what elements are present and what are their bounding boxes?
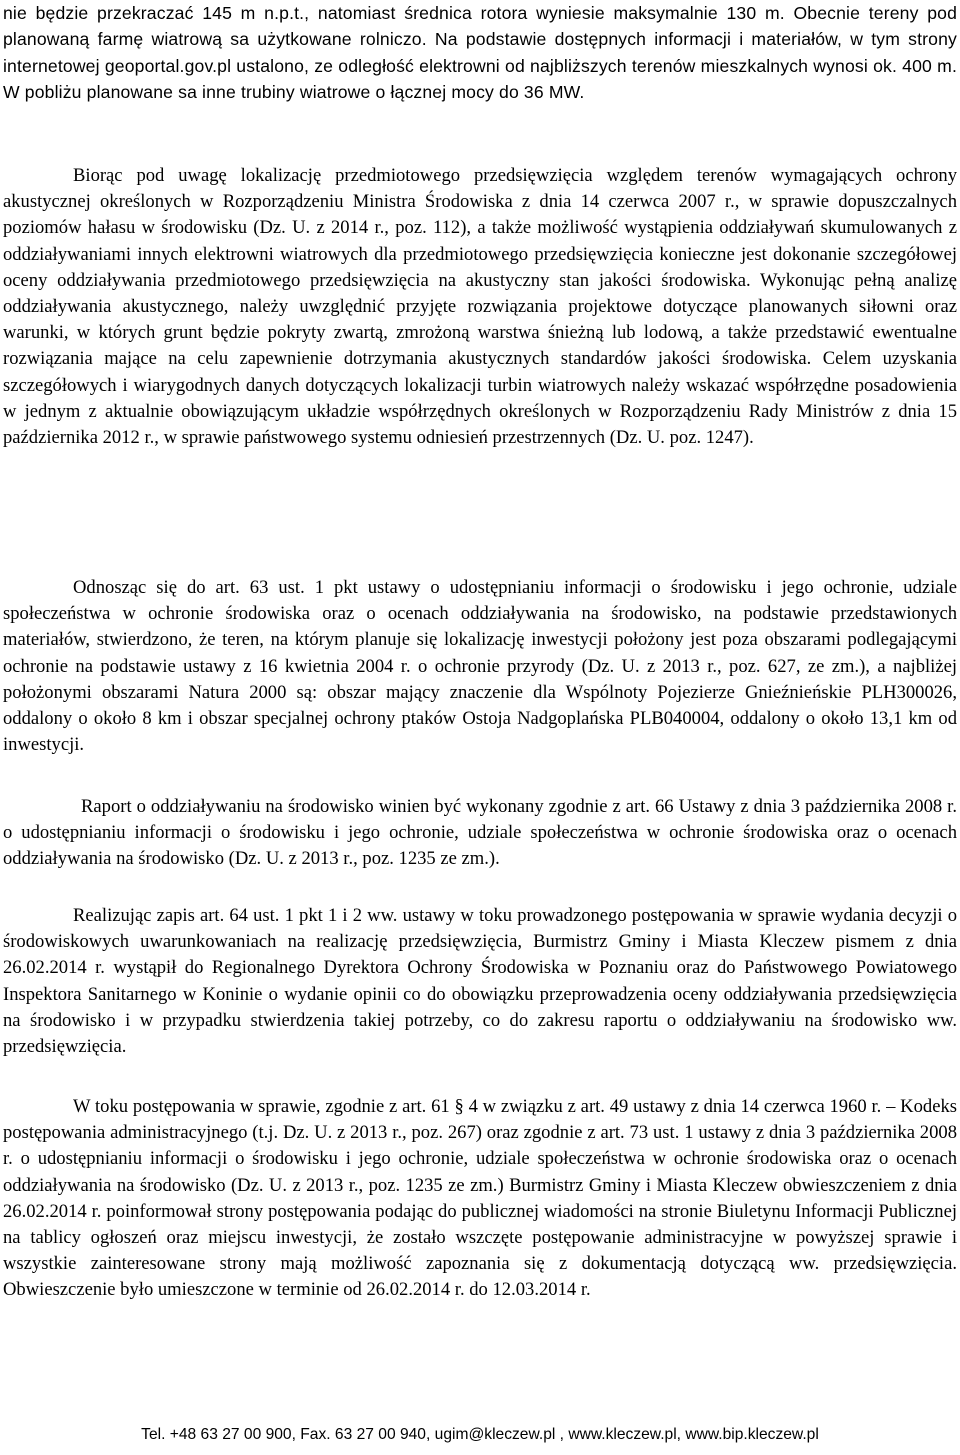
intro-paragraph	[3, 0, 957, 106]
page-footer: Tel. +48 63 27 00 900, Fax. 63 27 00 940, ugim@kleczew.pl , www.kleczew.pl, www.bip.kleczew.pl	[141, 1426, 819, 1443]
paragraph-raport: Raport o oddziaływaniu na środowisko winien być wykonany zgodnie z art. 66 Ustawy z dnia 3 października 2008 r. o udostępnianiu informacji o środowisku i jego ochronie, udziale społeczeństwa w ochronie środowiska oraz o ocenach oddziaływania na środowisko (Dz. U. z 2013 r., poz. 1235 ze zm.).	[3, 796, 957, 870]
paragraph-w-toku: W toku postępowania w sprawie, zgodnie z art. 61 § 4 w związku z art. 49 ustawy z dnia 14 czerwca 1960 r. – Kodeks postępowania administracyjnego (t.j. Dz. U. z 2013 r., poz. 267) oraz zgodnie z art. 73 ust. 1 ustawy z dnia 3 października 2008 r. o udostępnianiu informacji o środowisku i jego ochronie, udziale społeczeństwa w ochronie środowiska oraz o ocenach oddziaływania na środowisko (Dz. U. z 2013 r., poz. 1235 ze zm.) Burmistrz Gminy i Miasta Kleczew obwieszczeniem z dnia 26.02.2014 r. poinformował strony postępowania podając do publicznej wiadomości na stronie Biuletynu Informacji Publicznej na tablicy ogłoszeń oraz miejscu inwestycji, że zostało wszczęte postępowanie administracyjne w powyższej sprawie i wszystkie zainteresowane strony mają możliwość zapoznania się z dokumentacją dotyczącą ww. przedsięwzięcia. Obwieszczenie było umieszczone w terminie od 26.02.2014 r. do 12.03.2014 r.	[3, 1096, 957, 1301]
intro-text: nie będzie przekraczać 145 m n.p.t., natomiast średnica rotora wyniesie maksymalnie 130 m. Obecnie tereny pod planowaną farmę wiatrową sa użytkowane rolniczo. Na podstawie dostępnych informacji i materiałów, w tym strony internetowej geoportal.gov.pl ustalono, ze odległość elektrowni od najbliższych terenów mieszkalnych wynosi ok. 400 m.	[3, 3, 957, 76]
paragraph-realizujac: Realizując zapis art. 64 ust. 1 pkt 1 i 2 ww. ustawy w toku prowadzonego postępowania w sprawie wydania decyzji o środowiskowych uwarunkowaniach na realizację przedsięwzięcia, Burmistrz Gminy i Miasta Kleczew pismem z dnia 26.02.2014 r. wystąpił do Regionalnego Dyrektora Ochrony Środowiska w Poznaniu oraz do Państwowego Powiatowego Inspektora Sanitarnego w Koninie o wydanie opinii co do obowiązku przeprowadzenia oceny oddziaływania przedsięwzięcia na środowisko i w przypadku stwierdzenia takiej potrzeby, co do zakresu raportu o oddziaływaniu na środowisko ww. przedsięwzięcia.	[3, 905, 957, 1058]
paragraph-acoustic: Biorąc pod uwagę lokalizację przedmiotowego przedsięwzięcia względem terenów wymagających ochrony akustycznej określonych w Rozporządzeniu Ministra Środowiska z dnia 14 czerwca 2007 r., w sprawie dopuszczalnych poziomów hałasu w środowisku (Dz. U. z 2014 r., poz. 112), a także możliwość wystąpienia oddziaływań skumulowanych z oddziaływaniami innych elektrowni wiatrowych dla przedmiotowego przedsięwzięcia konieczne jest dokonanie szczegółowej oceny oddziaływania przedmiotowego przedsięwzięcia na akustyczny stan jakości środowiska. Wykonując pełną analizę oddziaływania akustycznego, należy uwzględnić przyjęte rozwiązania projektowe dotyczące planowanych siłowni oraz warunki, w których grunt będzie pokryty zwartą, zmrożoną warstwa śnieżną lub lodową, a także przedstawić ewentualne rozwiązania mające na celu zapewnienie dotrzymania akustycznych standardów jakości środowiska. Celem uzyskania szczegółowych i wiarygodnych danych dotyczących lokalizacji turbin wiatrowych należy wskazać współrzędne posadowienia w jednym z aktualnie obowiązującym układzie współrzędnych określonych w Rozporządzeniu Rady Ministrów z dnia 15 października 2012 r., w sprawie państwowego systemu odniesień przestrzennych (Dz. U. poz. 1247).	[3, 165, 957, 449]
intro-text-continued: W pobliżu planowane sa inne trubiny wiatrowe o łącznej mocy do 36 MW.	[3, 82, 585, 103]
paragraph-natura: Odnosząc się do art. 63 ust. 1 pkt ustawy o udostępnianiu informacji o środowisku i jego ochronie, udziale społeczeństwa w ochronie środowiska oraz o ocenach oddziaływania na środowisko, na podstawie przedstawionych materiałów, stwierdzono, że teren, na którym planuje się lokalizację inwestycji położony jest poza obszarami podlegającymi ochronie na podstawie ustawy z 16 kwietnia 2004 r. o ochronie przyrody (Dz. U. z 2013 r., poz. 627, ze zm.), a najbliżej położonymi obszarami Natura 2000 są: obszar mający znaczenie dla Wspólnoty Pojezierze Gnieźnieńskie PLH300026, oddalony o około 8 km i obszar specjalnej ochrony ptaków Ostoja Nadgoplańska PLB040004, oddalony o około 13,1 km od inwestycji.	[3, 577, 957, 756]
